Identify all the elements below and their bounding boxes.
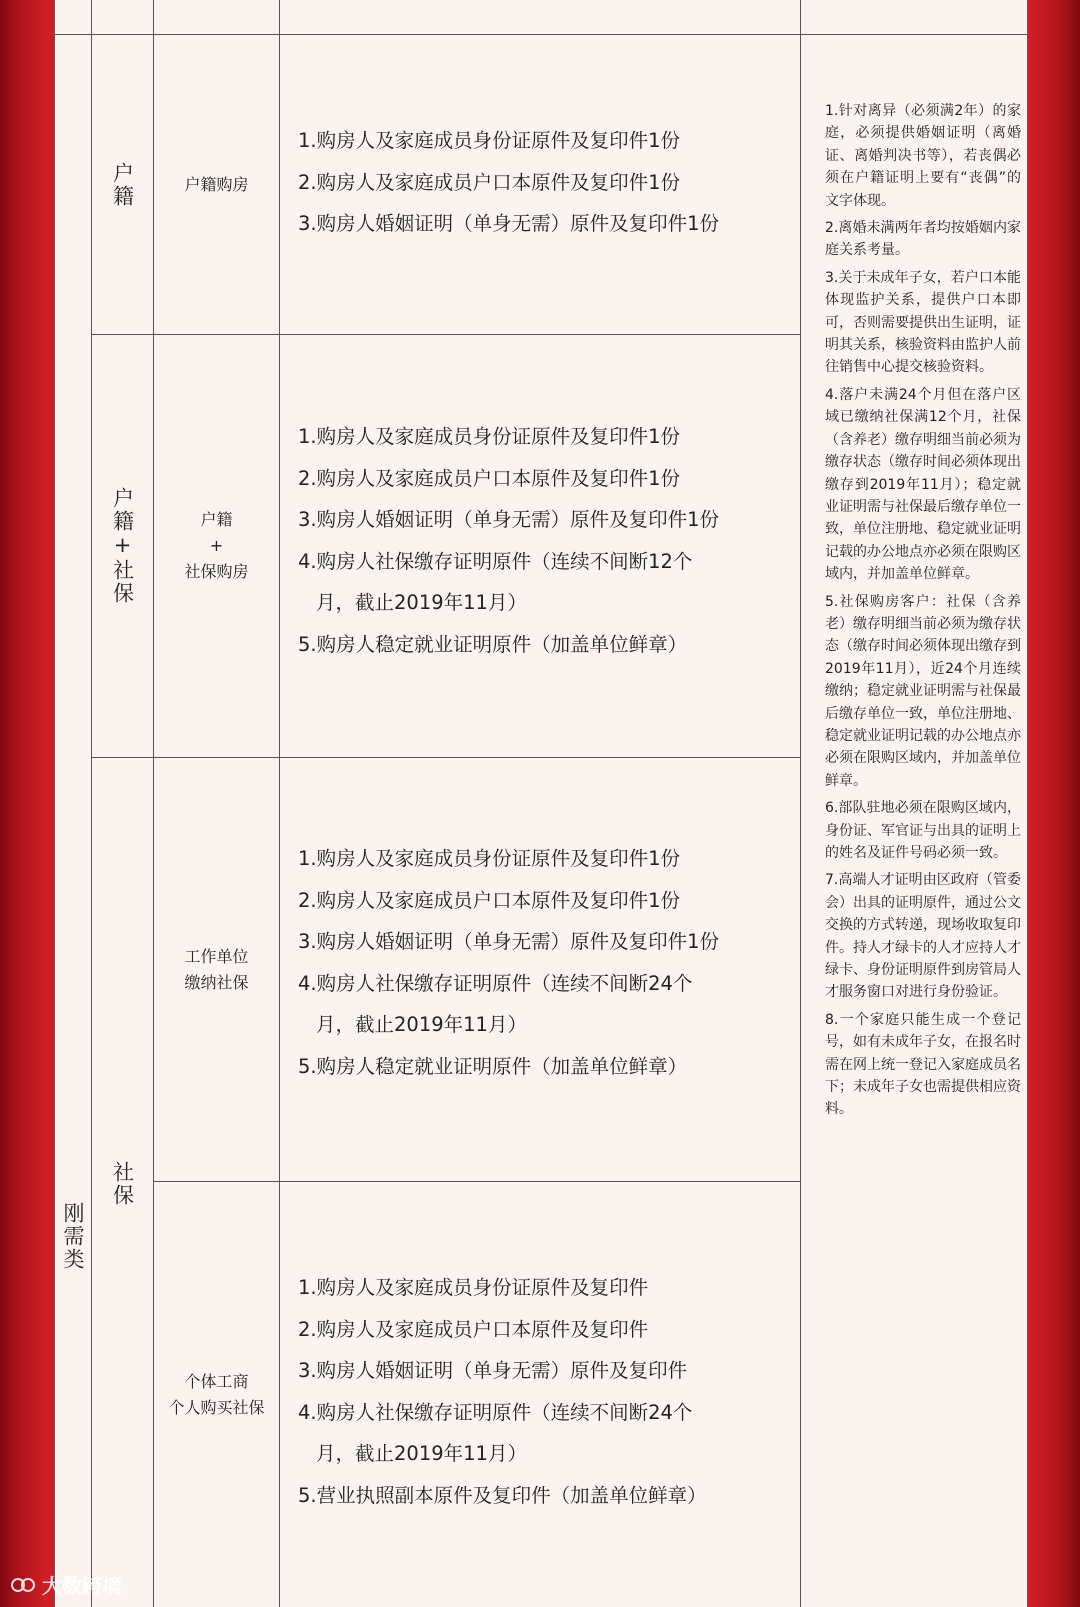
section-label-cell xyxy=(92,335,153,757)
requirement-item: 2.购房人及家庭成员户口本原件及复印件1份 xyxy=(298,888,681,912)
note-item: 1.针对离异（必须满2年）的家庭，必须提供婚姻证明（离婚证、离婚判决书等），若丧偶必须在户籍证明上要有“丧偶”的文字体现。 xyxy=(825,103,1021,209)
type-label: 工作单位 缴纳社保 xyxy=(184,946,249,992)
note-item: 8.一个家庭只能生成一个登记号，如有未成年子女，在报名时需在网上统一登记入家庭成员名下；未成年子女也需提供相应资料。 xyxy=(825,1011,1021,1118)
requirement-item: 2.购房人及家庭成员户口本原件及复印件1份 xyxy=(298,170,681,194)
requirement-item: 2.购房人及家庭成员户口本原件及复印件 xyxy=(298,1317,649,1341)
grid-line xyxy=(279,0,280,1607)
note-item: 5.社保购房客户：社保（含养老）缴存明细当前必须为缴存状态（缴存时间必须体现出缴存到2019年11月），近24个月连续缴纳；稳定就业证明需与社保最后缴存单位一致，单位注册地、稳定就业证明记载的办公地点亦必须在限购区域内，并加盖单位鲜章。 xyxy=(825,593,1021,789)
type-label: 户籍购房 xyxy=(184,174,249,194)
watermark xyxy=(10,1570,122,1599)
section-label-cell xyxy=(92,758,153,1607)
type-label-cell xyxy=(154,335,279,757)
type-label: 户籍 + 社保购房 xyxy=(184,510,249,581)
section-label-cell xyxy=(92,35,153,334)
section-label-shebao: 社保 xyxy=(110,1161,135,1207)
watermark-text: 大数跨境 xyxy=(42,1574,122,1598)
type-label-cell xyxy=(154,758,279,1181)
requirements-list xyxy=(298,838,798,1087)
notes-column xyxy=(825,100,1021,1126)
requirements-list xyxy=(298,120,798,245)
section-label-huji-shebao: 户籍+社保 xyxy=(110,487,135,605)
note-item: 6.部队驻地必须在限购区域内，身份证、军官证与出具的证明上的姓名及证件号码必须一致。 xyxy=(825,800,1021,861)
requirement-item-continued: 月，截止2019年11月） xyxy=(316,1442,527,1465)
requirement-item: 3.购房人婚姻证明（单身无需）原件及复印件1份 xyxy=(298,930,720,953)
note-item: 3.关于未成年子女，若户口本能体现监护关系，提供户口本即可，否则需要提供出生证明，证明其关系，核验资料由监护人前往销售中心提交核验资料。 xyxy=(825,269,1021,376)
requirement-item: 3.购房人婚姻证明（单身无需）原件及复印件 xyxy=(298,1359,688,1382)
type-label-cell xyxy=(154,1182,279,1607)
requirement-item: 2.购房人及家庭成员户口本原件及复印件1份 xyxy=(298,466,681,490)
type-label: 个体工商 个人购买社保 xyxy=(168,1371,265,1417)
section-label-huji: 户籍 xyxy=(110,161,135,208)
requirement-item: 1.购房人及家庭成员身份证原件及复印件 xyxy=(298,1276,649,1299)
requirement-item: 1.购房人及家庭成员身份证原件及复印件1份 xyxy=(298,129,681,152)
note-item: 7.高端人才证明由区政府（管委会）出具的证明原件，通过公文交换的方式转递，现场收取复印件。持人才绿卡的人才应持人才绿卡、身份证明原件到房管局人才服务窗口对进行身份验证。 xyxy=(825,872,1021,1001)
note-item: 4.落户未满24个月但在落户区域已缴纳社保满12个月，社保（含养老）缴存明细当前必须为缴存状态（缴存时间必须体现出缴存到2019年11月）；稳定就业证明需与社保最后缴存单位一致，单位注册地、稳定就业证明记载的办公地点亦必须在限购区域内，并加盖单位鲜章。 xyxy=(825,386,1021,583)
requirement-item: 1.购房人及家庭成员身份证原件及复印件1份 xyxy=(298,847,681,870)
requirement-item-continued: 月，截止2019年11月） xyxy=(316,1013,527,1036)
requirement-item: 4.购房人社保缴存证明原件（连续不间断12个 xyxy=(298,549,693,573)
requirements-list xyxy=(298,1267,798,1516)
requirement-item: 5.购房人稳定就业证明原件（加盖单位鲜章） xyxy=(298,632,688,656)
watermark-logo-icon xyxy=(10,1575,36,1595)
requirements-list xyxy=(298,416,798,665)
requirement-item: 4.购房人社保缴存证明原件（连续不间断24个 xyxy=(298,971,693,995)
requirement-item: 1.购房人及家庭成员身份证原件及复印件1份 xyxy=(298,425,681,448)
requirement-item: 3.购房人婚姻证明（单身无需）原件及复印件1份 xyxy=(298,212,720,235)
category-cell xyxy=(55,35,91,1607)
note-item: 2.离婚未满两年者均按婚姻内家庭关系考量。 xyxy=(825,220,1021,259)
type-label-cell xyxy=(154,35,279,334)
requirement-item: 5.营业执照副本原件及复印件（加盖单位鲜章） xyxy=(298,1483,707,1507)
grid-line xyxy=(800,0,801,1607)
category-label: 刚需类 xyxy=(61,1202,85,1271)
requirement-item-continued: 月，截止2019年11月） xyxy=(316,591,527,614)
requirement-item: 5.购房人稳定就业证明原件（加盖单位鲜章） xyxy=(298,1054,688,1078)
requirement-item: 3.购房人婚姻证明（单身无需）原件及复印件1份 xyxy=(298,508,720,531)
requirement-item: 4.购房人社保缴存证明原件（连续不间断24个 xyxy=(298,1400,693,1424)
